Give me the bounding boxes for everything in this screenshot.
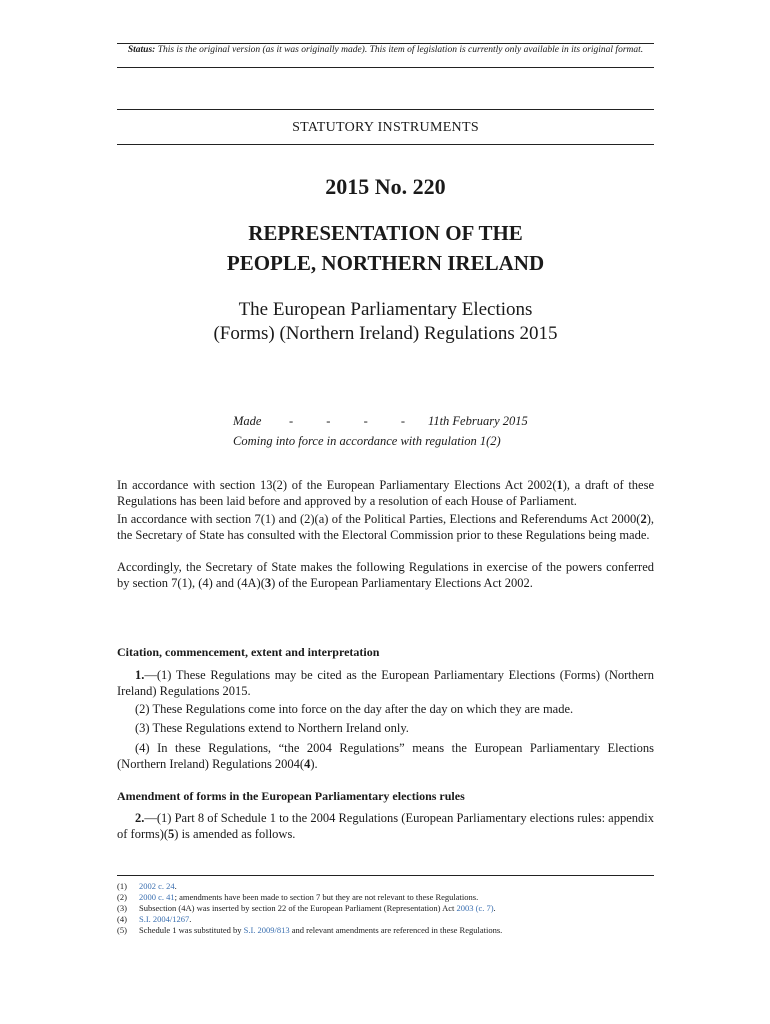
section-heading-citation: Citation, commencement, extent and interpretation [117,645,380,659]
footnote-link[interactable]: S.I. 2009/813 [243,925,290,935]
footnote-ref-5[interactable]: 5 [168,827,175,841]
made-label: Made [233,414,262,428]
footnote-ref-1[interactable]: 1 [556,478,563,492]
status-top-rule [117,43,654,44]
subject-line-1: REPRESENTATION OF THE [248,221,523,245]
footnote-link[interactable]: S.I. 2004/1267 [139,914,190,924]
footnote-link[interactable]: 2000 c. 41 [139,892,175,902]
regulation-1-4: (4) In these Regulations, “the 2004 Regulations” means the European Parliamentary Elections (Northern Ireland) Regulations 2004(4). [117,741,654,771]
regulation-1-3: (3) These Regulations extend to Northern Ireland only. [135,721,409,735]
footnote-ref-2[interactable]: 2 [640,512,647,526]
status-label: Status: [127,45,156,55]
footnote-link[interactable]: 2003 [456,903,474,913]
footnote-2: (2) 2000 c. 41; amendments have been made to section 7 but they are not relevant to these Regulations. [117,892,479,902]
preamble-paragraph-2: In accordance with section 7(1) and (2)(a) of the Political Parties, Elections and Referendums Act 2000(2), the Secretary of State has consulted with the Electoral Commission prior to these Regulations being made. [117,512,654,542]
regulation-1-2: (2) These Regulations come into force on the day after the day on which they are made. [135,702,574,716]
footnote-ref-3[interactable]: 3 [264,576,272,590]
regulation-title [117,298,654,346]
footnote-1: (1) 2002 c. 24. [117,881,177,891]
preamble-paragraph-3: Accordingly, the Secretary of State makes the following Regulations in exercise of the powers conferred by section 7(1), (4) and (4A)(3) of the European Parliamentary Elections Act 2002. [117,560,654,590]
made-dashes: - - - - [289,414,421,428]
made-date: 11th February 2015 [428,414,528,428]
status-bottom-rule [117,67,654,68]
made-block [233,411,653,451]
footnote-3: (3) Subsection (4A) was inserted by section 22 of the European Parliament (Representation) Act 2003 (c. 7). [117,903,496,913]
footnote-link[interactable]: 2002 c. 24 [139,881,175,891]
status-banner [117,45,654,56]
footnote-5: (5) Schedule 1 was substituted by S.I. 2009/813 and relevant amendments are referenced in these Regulations. [117,925,503,935]
coming-into-force: Coming into force in accordance with regulation 1(2) [233,434,501,448]
footnote-4: (4) S.I. 2004/1267. [117,914,192,924]
series-label: STATUTORY INSTRUMENTS [292,120,479,135]
preamble-paragraph-1: In accordance with section 13(2) of the European Parliamentary Elections Act 2002(1), a draft of these Regulations has been laid before and approved by a resolution of each House of Parliament. [117,478,655,508]
footnote-ref-4[interactable]: 4 [304,757,311,771]
subject-line-2: PEOPLE, NORTHERN IRELAND [226,251,545,275]
title-line-2: (Forms) (Northern Ireland) Regulations 2015 [213,323,558,344]
subject-heading [117,218,654,278]
status-text: This is the original version (as it was originally made). This item of legislation is currently only available in its original format. [157,45,644,55]
instrument-number: 2015 No. 220 [325,174,446,199]
footnotes [117,881,654,936]
series-bottom-rule [117,144,654,145]
regulation-1-1: 1.—(1) These Regulations may be cited as the European Parliamentary Elections (Forms) (Northern Ireland) Regulations 2015. [117,668,654,698]
title-line-1: The European Parliamentary Elections [238,299,533,320]
section-heading-amendment: Amendment of forms in the European Parliamentary elections rules [117,789,465,803]
footnote-link[interactable]: (c. 7) [475,903,494,913]
footnote-rule [117,875,654,876]
regulation-2-1: 2.—(1) Part 8 of Schedule 1 to the 2004 Regulations (European Parliamentary elections rules: appendix of forms)(5) is amended as follows. [117,811,654,841]
series-top-rule [117,109,654,110]
